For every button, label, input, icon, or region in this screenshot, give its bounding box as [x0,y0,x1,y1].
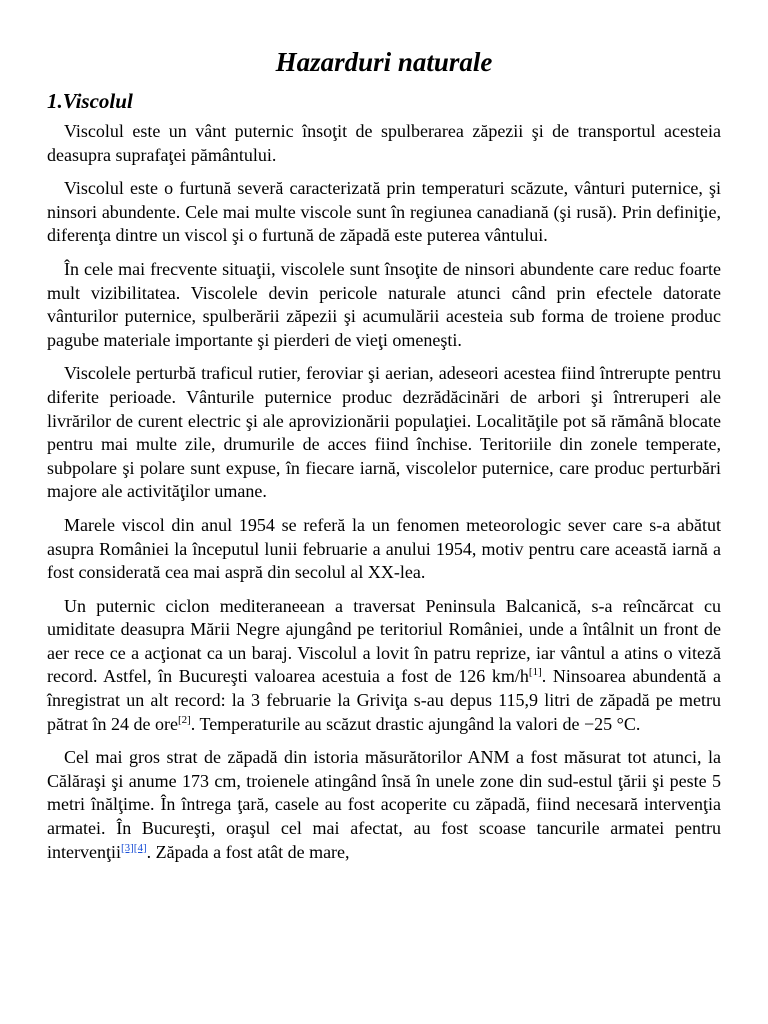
paragraph-4: Viscolele perturbă traficul rutier, feroviar şi aerian, adeseori acestea fiind întrerupte pentru diferite perioade. Vânturile puternice produc dezrădăcinări de arbori şi întreruperi ale livrărilor de curent electric şi ale aprovizionării populaţiei. Localităţile pot să rămână blocate pentru mai multe zile, drumurile de acces fiind închise. Teritoriile din zonele temperate, subpolare şi polare sunt expuse, în fiecare iarnă, viscolelor puternice, care produc perturbări majore ale activităţilor umane. [47,363,721,502]
paragraph-3: În cele mai frecvente situaţii, viscolele sunt însoţite de ninsori abundente care reduc foarte mult vizibilitatea. Viscolele devin pericole naturale atunci când prin efectele datorate vânturilor puternice, spulberării zăpezii şi acumulării acesteia sub forma de troiene produc pagube materiale importante şi pierderi de vieţi omeneşti. [47,258,721,350]
footnote-ref-2 [178,714,191,726]
footnote-ref-3-4 [121,842,147,854]
paragraph-2: Viscolul este o furtună severă caracterizată prin temperaturi scăzute, vânturi puternice, şi ninsori abundente. Cele mai multe viscole sunt în regiunea canadiană (şi rusă). Prin definiţie, diferenţa dintre un viscol şi o furtună de zăpadă este puterea vântului. [47,178,721,246]
paragraph-1: Viscolul este un vânt puternic însoţit de spulberarea zăpezii şi de transportul acesteia deasupra suprafaţei pământului. [47,121,721,165]
paragraph-6-text-c: . Temperaturile au scăzut drastic ajungând la valori de −25 °C. [190,713,641,734]
document-content [47,44,721,874]
footnote-link-3-4[interactable]: [3][4] [120,841,147,854]
paragraph-6 [47,595,721,737]
paragraph-7 [47,746,721,864]
section-heading: 1.Viscolul [47,89,133,113]
paragraph-6-text-a: Un puternic ciclon mediteraneean a traversat Peninsula Balcanică, s-a reîncărcat cu umiditate deasupra Mării Negre ajungând pe teritoriul României, unde a întâlnit un front de aer rece ce a acţionat ca un baraj. Viscolul a lovit în patru reprize, iar vântul a atins o viteză record. Astfel, în Bucureşti valoarea acestuia a fost de 126 km/h [47,595,721,687]
footnote-ref-1-text: [1] [528,666,542,679]
paragraph-7-text-a: Cel mai gros strat de zăpadă din istoria măsurătorilor ANM a fost măsurat tot atunci, la Călăraşi şi anume 173 cm, troienele atingând însă în unele zone din sud-estul ţării şi peste 5 metri înălţime. În întrega ţară, casele au fost acoperite cu zăpadă, fiind necesară intervenţia armatei. În Bucureşti, oraşul cel mai afectat, au fost scoase tancurile armatei pentru intervenţii [47,747,721,862]
paragraph-7-text-b: . Zăpada a fost atât de mare, [146,841,350,862]
paragraph-5: Marele viscol din anul 1954 se referă la un fenomen meteorologic sever care s-a abătut asupra României la începutul lunii februarie a anului 1954, motiv pentru care această iarnă a fost considerată cea mai aspră din secolul al XX-lea. [47,514,721,583]
footnote-ref-2-text: [2] [177,713,191,726]
document-title: Hazarduri naturale [275,47,493,77]
footnote-ref-1 [529,666,542,678]
paragraph-6-text-b: . Ninsoarea abundentă a înregistrat un alt record: la 3 februarie la Griviţa s-au depus 115,9 litri de zăpadă pe metru pătrat în 24 de ore [47,666,721,734]
